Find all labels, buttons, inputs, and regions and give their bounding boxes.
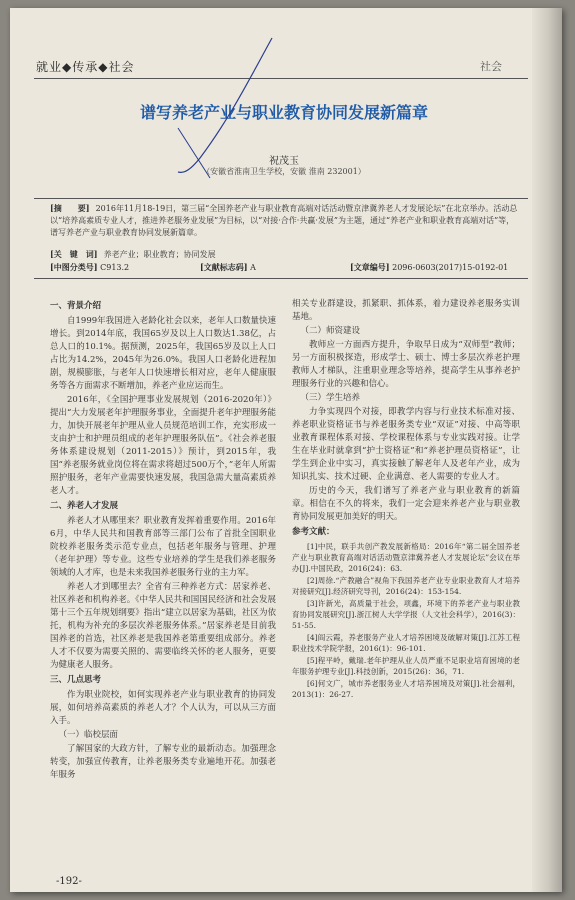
paragraph: 作为职业院校，如何实现养老产业与职业教育的协同发展，如何培养高素质的养老人才？个人认为，可以从三方面入手。: [50, 690, 276, 726]
reference-item: [4]阎云霞，养老服务产业人才培养困境及破解对策[J].江苏工程职业技术学院学报，2016(1)：96-101.: [292, 633, 520, 653]
pen-stroke-mark: [10, 8, 562, 892]
paragraph: 了解国家的大政方针，了解专业的最新动态。加强理念转变，加强宣传教育，让养老服务类专业遍地开花。加强老年服务: [50, 744, 276, 780]
subsection-heading: （一）临校层面: [58, 730, 119, 740]
doc-code: A: [250, 263, 256, 272]
section-heading: 二、养老人才发展: [50, 501, 119, 511]
subsection-heading: （三）学生培养: [300, 393, 361, 403]
subsection-heading: （二）师资建设: [300, 326, 361, 336]
class-tag: [中图分类号]: [50, 262, 98, 272]
author-affiliation: （安徽省淮南卫生学校，安徽 淮南 232001）: [202, 167, 366, 176]
abstract-tag: [摘 要]: [50, 203, 90, 213]
pen-stroke: [178, 128, 210, 178]
section-heading: 一、背景介绍: [50, 301, 102, 311]
doc-code-tag: [文献标志码]: [200, 262, 248, 272]
paragraph: 养老人才到哪里去？全省有三种养老方式：居家养老、社区养老和机构养老。《中华人民共和国国民经济和社会发展第十三个五年规划纲要》指出“建立以居家为基础，社区为依托，机构为补充的多层次养老服务体系。”居家养老是目前我国养老的首选，社区养老是我国养老第重要组成部分。养老人才不仅要为需要关照的、需要临终关怀的老人服务，更要为健康老人服务。: [50, 582, 276, 670]
paragraph: 自1999年我国进入老龄化社会以来，老年人口数量快速增长。到2014年底，我国65岁及以上人口数达1.38亿，占总人口的10.1%。据预测，2025年，我国65岁及以上人口占比为14.2%，2045年为26.0%。我国人口老龄化进程加剧，规模膨胀，与老年人口快速增长相对应，老年人健康服务等各方面需求不断增加，养老产业应运而生。: [50, 316, 276, 391]
paragraph: 历史的今天，我们谱写了养老产业与职业教育的新篇章。相信在不久的将来，我们一定会迎来养老产业与职业教育协同发展更加美好的明天。: [292, 486, 520, 522]
reference-item: [5]程平岭，戴瑞.老年护理从业人员严重不足职业培育困境的老年服务护理专业[J].科技创新，2015(26)：36，71.: [292, 656, 520, 676]
section-header-right: 社会: [480, 60, 502, 73]
references-title: 参考文献：: [292, 527, 335, 537]
paragraph: 教师应一方面西方提升，争取早日成为“双师型”教师；另一方面积极探造，形成学士、硕士、博士多层次养老护理教师人才梯队，注重职业理念等培养，提高学生从事养老护理服务行业的兴趣和信心。: [292, 340, 520, 389]
article-number-tag: [文章编号]: [350, 262, 390, 272]
keywords-tag: [关 键 词]: [50, 249, 98, 259]
journal-page: [10, 8, 562, 892]
paragraph: 力争实现四个对接，即教学内容与行业技术标准对接、养老职业资格证书与养老服务类专业“双证”对接、中高等职业教育课程体系对接、学校课程体系与专业实践对接。让学生在毕业时就拿到“护士资格证”和“养老护理员资格证”，让学生到企业中实习，真实接触了解老年人及老年产业，成为知识扎实、技术过硬、企业满意、老人需要的专业人才。: [292, 407, 520, 482]
keywords-text: 养老产业；职业教育；协同发展: [103, 250, 216, 259]
paragraph: 养老人才从哪里来？职业教育发挥着重要作用。2016年6月，中华人民共和国教育部等三部门公布了首批全国职业院校养老服务类示范专业点，包括老年服务与管理、护理（老年护理）等专业。这些专业培养的学生是我们养老服务领域的人才库，也是未来我国养老服务行业的主力军。: [50, 516, 276, 578]
article-title: 谱写养老产业与职业教育协同发展新篇章: [139, 103, 428, 122]
reference-item: [3]许新光，高质量于社会，项鑫，环境下的养老产业与职业教育协同发展研究[J].浙江树人大学学报（人文社会科学），2016(3)：51-55.: [292, 599, 520, 630]
class-number: C913.2: [100, 263, 130, 272]
reference-item: [2]周徐.“产教融合”视角下我国养老产业专业职业教育人才培养对接研究[J].经济研究导刊，2016(24)：153-154.: [292, 576, 520, 596]
reference-item: [1]中民，联手共创产教发展新格局：2016年“第二届全国养老产业与职业教育高端对话活动暨京津冀养老人才发展论坛”会议在举办[J].中国民政，2016(24)：63.: [292, 542, 520, 573]
paragraph: 相关专业群建设，抓紧职、抓体系，着力建设养老服务实训基地。: [292, 299, 520, 322]
pen-stroke: [178, 38, 272, 172]
reference-item: [6]何文广，城市养老服务业人才培养困境及对策[J].社会福利，2013(1)：26-27.: [292, 679, 520, 699]
abstract-text: 2016年11月18-19日，第三届“全国养老产业与职业教育高端对话活动暨京津冀养老人才发展论坛”在北京举办。活动总以“培养高素质专业人才，推进养老服务业发展”为目标，以“对接·合作·共赢·发展”为主题，通过“养老产业和职业教育高端对话”等，谱写养老产业与职业教育协同发展新篇章。: [50, 204, 518, 237]
section-header: 就业◆传承◆社会: [36, 60, 135, 74]
article-number: 2096-0603(2017)15-0192-01: [392, 263, 509, 272]
section-heading: 三、几点思考: [50, 675, 102, 685]
page-number: -192-: [56, 876, 82, 887]
article-author: 祝茂玉: [269, 156, 299, 167]
paragraph: 2016年，《全国护理事业发展规划（2016-2020年）》提出“大力发展老年护理服务事业，全面提升老年护理服务能力，加快开展老年护理从业人员规范培训工作，充实形成一支由护士和护理员组成的老年护理服务队伍”。《社会养老服务体系建设规划（2011-2015）》预计，到2015年，我国“养老服务就业岗位将在需求将超过500万个，”老年人所需照护服务，老年产业需要快速发展，我国急需大量高素质养老人才。: [50, 395, 276, 496]
